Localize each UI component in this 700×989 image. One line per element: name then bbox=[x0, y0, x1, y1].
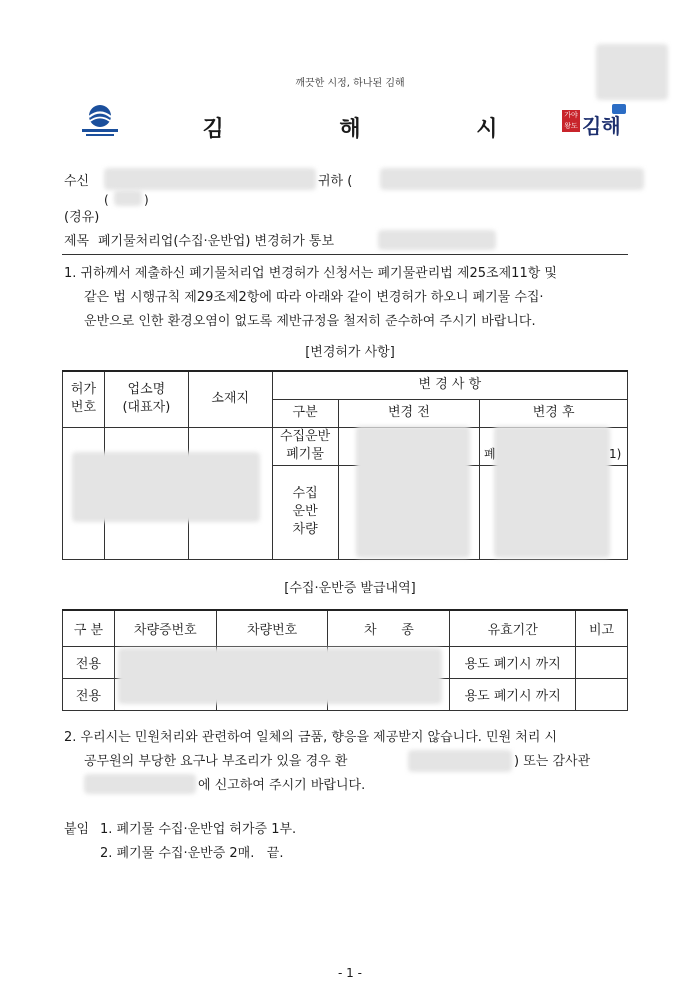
t2-row1-validity: 용도 폐기시 까지 bbox=[450, 646, 576, 678]
redacted-before bbox=[356, 426, 470, 558]
via-label: (경유) bbox=[64, 210, 100, 225]
recipient-close: ) bbox=[144, 193, 149, 207]
para2-line3: 에 신고하여 주시기 바랍니다. bbox=[198, 778, 366, 793]
t2-header-type: 구 분 bbox=[63, 610, 115, 646]
header-after: 변경 후 bbox=[480, 399, 628, 427]
redacted-code bbox=[114, 190, 142, 206]
row1-type: 수집운반 폐기물 bbox=[272, 427, 338, 465]
attach-item-1: 1. 폐기물 수집·운반업 허가증 1부. bbox=[100, 822, 297, 837]
para1-line3: 운반으로 인한 환경오염이 없도록 제반규정을 철저히 준수하여 주시기 바랍니다. bbox=[84, 314, 536, 329]
para1-line2: 같은 법 시행규칙 제29조제2항에 따라 아래와 같이 변경허가 하오니 폐기물 수집· bbox=[84, 290, 544, 305]
subject-divider bbox=[62, 254, 628, 255]
page-number: - 1 - bbox=[338, 966, 362, 980]
document-title: 김 해 시 bbox=[202, 117, 552, 142]
recipient-honorific: 귀하 ( bbox=[318, 174, 353, 189]
table1-caption: [변경허가 사항] bbox=[305, 345, 395, 360]
brand-text: 김해 bbox=[582, 114, 621, 138]
t2-row2-validity: 용도 폐기시 까지 bbox=[450, 678, 576, 710]
attach-item-2: 2. 폐기물 수집·운반증 2매. 끝. bbox=[100, 846, 284, 861]
table2-caption: [수집·운반증 발급내역] bbox=[284, 581, 416, 596]
header-location: 소재지 bbox=[188, 371, 272, 427]
brand-mark-icon bbox=[612, 104, 626, 114]
redacted-recipient bbox=[104, 168, 316, 190]
para2-line2b: ) 또는 감사관 bbox=[514, 754, 591, 769]
recipient-label: 수신 bbox=[64, 174, 90, 189]
t2-row2-type: 전용 bbox=[63, 678, 115, 710]
t2-header-note: 비고 bbox=[576, 610, 628, 646]
para2-line2a: 공무원의 부당한 요구나 부조리가 있을 경우 환 bbox=[84, 754, 348, 769]
para2-line1: 2. 우리시는 민원처리와 관련하여 일체의 금품, 향응을 제공받지 않습니다. 민원 처리 시 bbox=[64, 730, 558, 745]
para1-line1: 1. 귀하께서 제출하신 폐기물처리업 변경허가 신청서는 폐기물관리법 제25조제11항 및 bbox=[64, 266, 557, 281]
redacted-after bbox=[494, 426, 610, 558]
redacted-phone bbox=[408, 750, 512, 772]
subject-label: 제목 bbox=[64, 234, 90, 249]
redacted-vehicles bbox=[118, 648, 442, 704]
t2-header-cert: 차량증번호 bbox=[114, 610, 216, 646]
redacted-subject bbox=[378, 230, 496, 250]
redacted-company-info bbox=[72, 452, 260, 522]
redacted-block bbox=[596, 44, 668, 100]
brand-badge: 가야 왕도 bbox=[562, 110, 580, 132]
brand-logo bbox=[562, 104, 632, 138]
t2-header-model: 차 종 bbox=[328, 610, 450, 646]
header-type: 구분 bbox=[272, 399, 338, 427]
t2-row1-type: 전용 bbox=[63, 646, 115, 678]
header-change: 변 경 사 항 bbox=[272, 371, 627, 399]
slogan: 깨끗한 시정, 하나된 김해 bbox=[295, 78, 405, 89]
subject-text: 폐기물처리업(수집·운반업) 변경허가 통보 bbox=[98, 234, 335, 249]
header-permit-no: 허가 번호 bbox=[63, 371, 105, 427]
redacted-address bbox=[380, 168, 644, 190]
frag-b: 1) bbox=[609, 447, 622, 461]
t2-header-validity: 유효기간 bbox=[450, 610, 576, 646]
redacted-contact bbox=[84, 774, 196, 794]
attach-label: 붙임 bbox=[64, 822, 90, 837]
header-company: 업소명 (대표자) bbox=[104, 371, 188, 427]
row2-type: 수집 운반 차량 bbox=[272, 465, 338, 559]
frag-a: 폐 bbox=[484, 447, 496, 461]
header-before: 변경 전 bbox=[338, 399, 480, 427]
t2-header-plate: 차량번호 bbox=[216, 610, 328, 646]
paragraph-1 bbox=[64, 262, 630, 334]
